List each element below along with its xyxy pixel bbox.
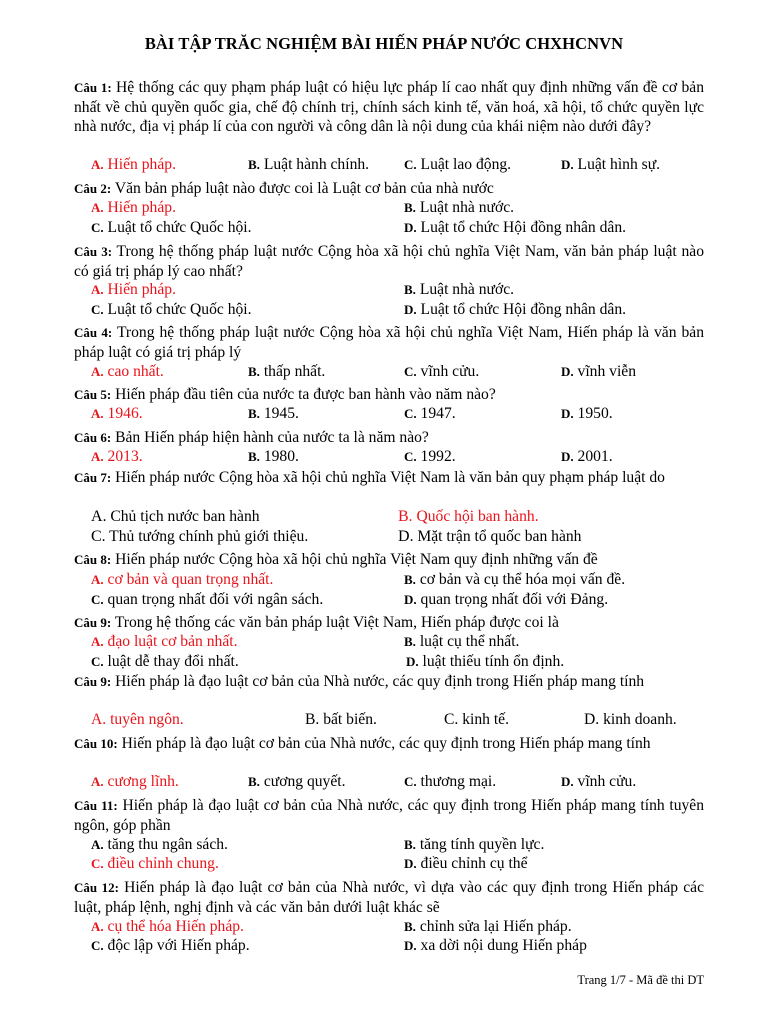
page-footer: Trang 1/7 - Mã đề thi DT [577,973,704,987]
options-row [91,652,711,672]
option-b[interactable]: B. cơ bản và cụ thể hóa mọi vấn đề. [404,571,626,588]
question-9b [74,672,704,692]
options-row [91,854,711,874]
options-row [91,570,711,590]
option-a[interactable]: A. tăng thu ngân sách. [91,836,228,853]
question-7 [74,468,704,488]
option-b[interactable]: B. cương quyết. [248,773,346,790]
question-10 [74,734,704,754]
option-b[interactable]: B. Luật hành chính. [248,156,370,173]
option-b[interactable]: B. chỉnh sửa lại Hiến pháp. [404,918,572,935]
question-text: Hiến pháp là đạo luật cơ bản của Nhà nước, các quy định trong Hiến pháp mang tính [115,673,645,690]
question-label: Câu 9: [74,615,112,630]
option-c[interactable]: C. Luật tổ chức Quốc hội. [91,301,252,318]
option-b[interactable]: B. tăng tính quyền lực. [404,836,545,853]
option-d[interactable]: D. Mặt trận tổ quốc ban hành [398,528,582,545]
option-a[interactable]: A. Chủ tịch nước ban hành [91,508,260,525]
question-text: Trong hệ thống pháp luật nước Cộng hòa xã hội chủ nghĩa Việt Nam, Hiến pháp là văn bản pháp luật có giá trị pháp lý [74,324,704,361]
options-row [91,590,711,610]
question-11 [74,796,704,835]
option-d[interactable]: D. vĩnh cửu. [561,773,637,790]
option-a[interactable]: A. 1946. [91,405,143,422]
options-row [91,772,711,792]
question-3 [74,242,704,281]
options-row [91,507,711,527]
options-row [91,280,711,300]
question-label: Câu 7: [74,470,112,485]
page-title: BÀI TẬP TRĂC NGHIỆM BÀI HIẾN PHÁP NƯỚC CHXHCNVN [144,34,624,53]
option-b[interactable]: B. luật cụ thể nhất. [404,633,520,650]
options-row [91,835,711,855]
option-d[interactable]: D. Luật hình sự. [561,156,661,173]
option-c[interactable]: C. Thủ tướng chính phủ giới thiệu. [91,528,309,545]
option-b[interactable]: B. Luật nhà nước. [404,199,515,216]
option-d[interactable]: D. 2001. [561,448,613,465]
option-a[interactable]: A. cơ bản và quan trọng nhất. [91,571,274,588]
option-b[interactable]: B. Luật nhà nước. [404,281,515,298]
options-row [91,198,711,218]
question-8 [74,550,704,570]
question-4 [74,323,704,362]
question-text: Văn bản pháp luật nào được coi là Luật cơ bản của nhà nước [114,180,494,197]
question-2 [74,179,704,199]
question-label: Câu 9: [74,674,112,689]
option-a[interactable]: A. tuyên ngôn. [91,711,184,728]
question-label: Câu 8: [74,552,112,567]
option-a[interactable]: A. Hiến pháp. [91,156,176,173]
options-row [91,362,711,382]
option-c[interactable]: C. điều chỉnh chung. [91,855,219,872]
question-text: Hiến pháp nước Cộng hòa xã hội chủ nghĩa Việt Nam là văn bản quy phạm pháp luật do [115,469,665,486]
option-d[interactable]: D. Luật tổ chức Hội đồng nhân dân. [404,219,627,236]
option-a[interactable]: A. cương lĩnh. [91,773,179,790]
option-d[interactable]: D. xa dời nội dung Hiến pháp [404,937,587,954]
option-b[interactable]: B. thấp nhất. [248,363,326,380]
question-text: Hiến pháp là đạo luật cơ bản của Nhà nước, vì dựa vào các quy định trong Hiến pháp các luật, pháp lệnh, nghị định và các văn bản dưới luật khác sẽ [74,879,704,916]
option-d[interactable]: D. luật thiếu tính ổn định. [406,653,565,670]
question-1 [74,78,704,137]
question-9 [74,613,704,633]
question-label: Câu 3: [74,244,113,259]
options-row [91,218,711,238]
option-c[interactable]: C. kinh tế. [444,711,509,728]
option-b[interactable]: B. 1980. [248,448,299,465]
option-d[interactable]: D. điều chỉnh cụ thể [404,855,528,872]
options-row [91,710,711,730]
question-text: Bản Hiến pháp hiện hành của nước ta là năm nào? [115,429,429,446]
option-d[interactable]: D. Luật tổ chức Hội đồng nhân dân. [404,301,627,318]
question-label: Câu 10: [74,736,118,751]
options-row [91,404,711,424]
option-d[interactable]: D. kinh doanh. [584,711,677,728]
option-b[interactable]: B. Quốc hội ban hành. [398,508,539,525]
option-a[interactable]: A. cụ thể hóa Hiến pháp. [91,918,244,935]
option-c[interactable]: C. 1992. [404,448,456,465]
question-12 [74,878,704,917]
question-label: Câu 1: [74,80,112,95]
question-label: Câu 5: [74,387,112,402]
option-c[interactable]: C. luật dễ thay đổi nhất. [91,653,239,670]
question-label: Câu 4: [74,325,113,340]
option-a[interactable]: A. Hiến pháp. [91,281,176,298]
option-d[interactable]: D. quan trọng nhất đối với Đảng. [404,591,609,608]
options-row [91,527,711,547]
options-row [91,155,711,175]
option-a[interactable]: A. cao nhất. [91,363,164,380]
question-label: Câu 11: [74,798,118,813]
question-6 [74,428,704,448]
option-c[interactable]: C. độc lập với Hiến pháp. [91,937,250,954]
question-text: Hiến pháp nước Cộng hòa xã hội chủ nghĩa Việt Nam quy định những vấn đề [115,551,598,568]
question-text: Trong hệ thống pháp luật nước Cộng hòa xã hội chủ nghĩa Việt Nam, văn bản pháp luật nào có giá trị pháp lý cao nhất? [74,243,704,280]
option-c[interactable]: C. thương mại. [404,773,497,790]
question-label: Câu 2: [74,181,112,196]
question-text: Hiến pháp là đạo luật cơ bản của Nhà nước, các quy định trong Hiến pháp mang tính tuyên ngôn, góp phần [74,797,705,834]
option-d[interactable]: D. 1950. [561,405,613,422]
option-b[interactable]: B. 1945. [248,405,299,422]
option-c[interactable]: C. Luật tổ chức Quốc hội. [91,219,252,236]
question-text: Hệ thống các quy phạm pháp luật có hiệu lực pháp lí cao nhất quy định những vấn đề cơ bản nhất về chủ quyền quốc gia, chế độ chính trị, chính sách kinh tế, văn hoá, xã hội, tổ chức quyền lực nhà nước, địa vị pháp lí của con người và công dân là nội dung của khái niệm nào dưới đây? [74,79,704,136]
option-c[interactable]: C. Luật lao động. [404,156,512,173]
option-a[interactable]: A. đạo luật cơ bản nhất. [91,633,238,650]
option-c[interactable]: C. 1947. [404,405,456,422]
option-c[interactable]: C. quan trọng nhất đối với ngân sách. [91,591,324,608]
question-text: Trong hệ thống các văn bản pháp luật Việt Nam, Hiến pháp được coi là [114,614,559,631]
option-a[interactable]: A. Hiến pháp. [91,199,176,216]
options-row [91,917,711,937]
options-row [91,936,711,956]
option-a[interactable]: A. 2013. [91,448,143,465]
option-c[interactable]: C. vĩnh cửu. [404,363,480,380]
question-label: Câu 6: [74,430,112,445]
question-5 [74,385,704,405]
options-row [91,447,711,467]
question-text: Hiến pháp đầu tiên của nước ta được ban hành vào năm nào? [115,386,496,403]
option-d[interactable]: D. vĩnh viễn [561,363,637,380]
options-row [91,300,711,320]
question-label: Câu 12: [74,880,119,895]
question-text: Hiến pháp là đạo luật cơ bản của Nhà nước, các quy định trong Hiến pháp mang tính [121,735,651,752]
option-b[interactable]: B. bất biến. [305,711,377,728]
options-row [91,632,711,652]
